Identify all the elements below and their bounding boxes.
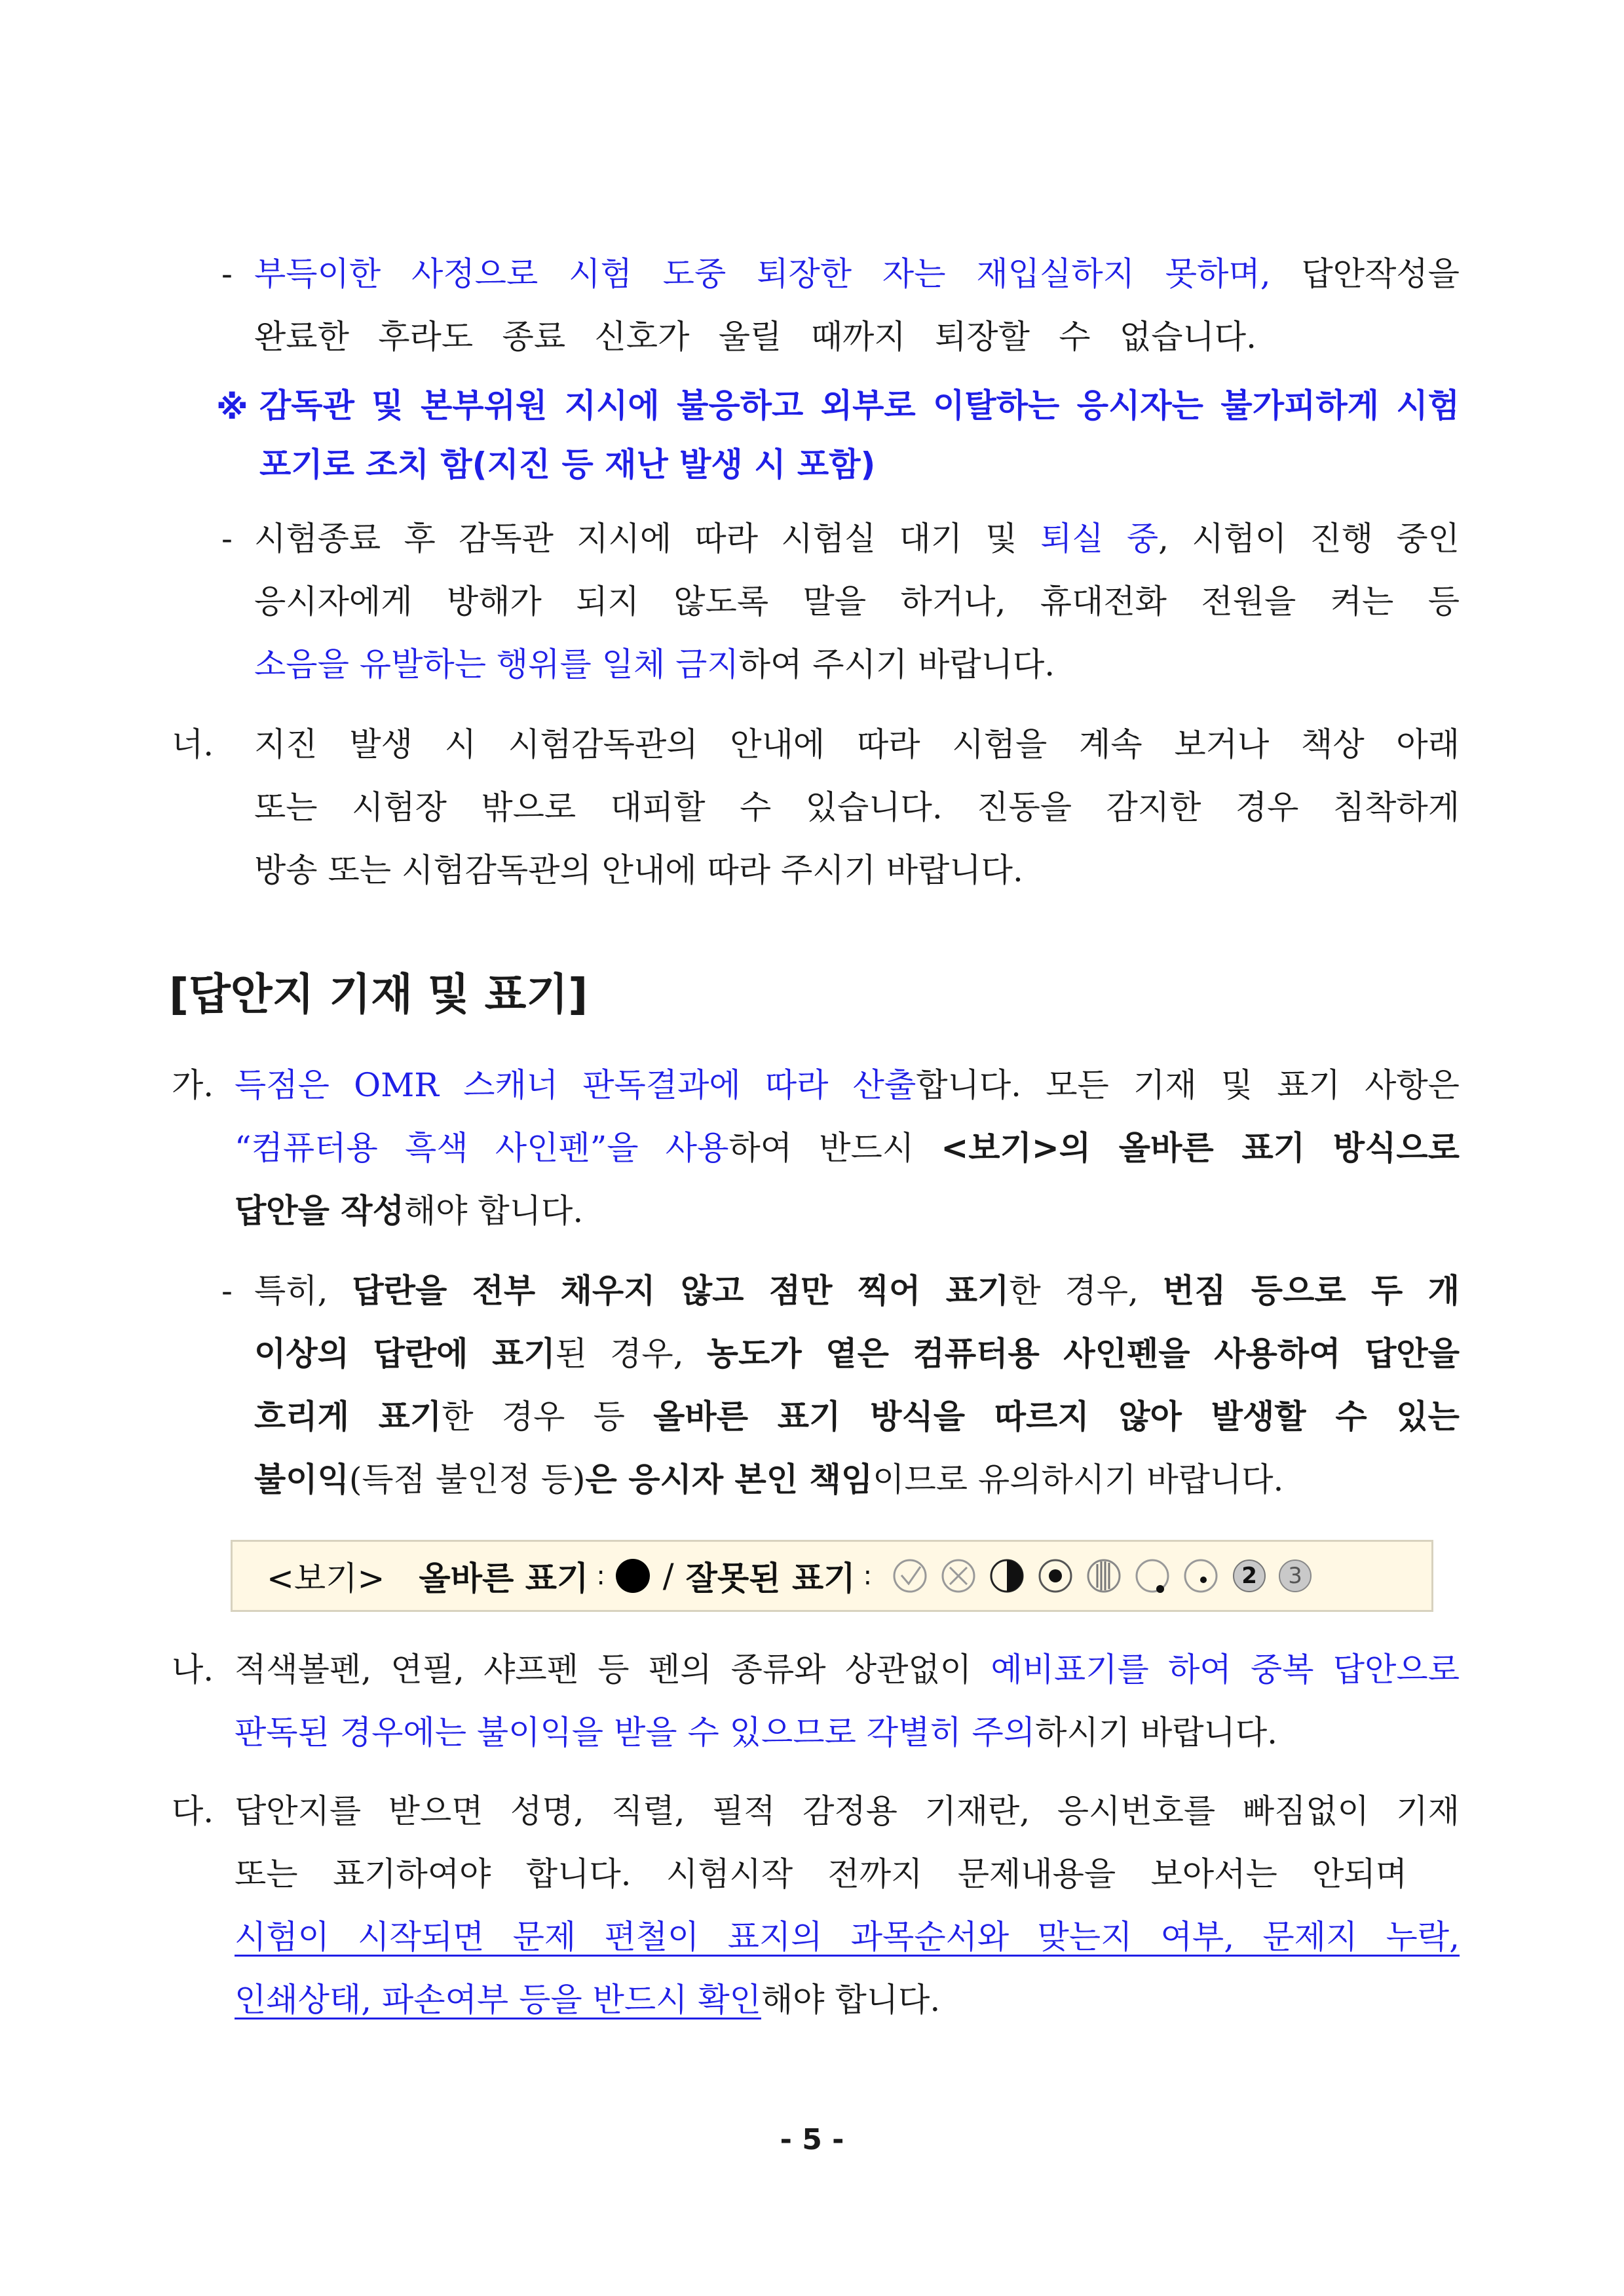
note-warning: 감독관 및 본부위원 지시에 불응하고 외부로 이탈하는 응시자는 불가피하게 시험 포기로 조치 함(지진 등 재난 발생 시 포함) — [259, 387, 1460, 484]
correct-mark-label: 올바른 표기 — [419, 1559, 589, 1598]
item-marker-neo: 너. — [172, 725, 214, 763]
number-three-circle-icon: 3 — [1277, 1558, 1313, 1594]
small-dot-circle-icon — [1182, 1558, 1219, 1594]
dash-marker: - — [221, 520, 233, 558]
correct-filled-circle-icon — [614, 1558, 651, 1594]
paragraph-after-exam: 시험종료 후 감독관 지시에 따라 시험실 대기 및 퇴실 중, 시험이 진행 중인 응시자에게 방해가 되지 않도록 말을 하거나, 휴대전화 전원을 켜는 등 소음을 유발하는 행위를 일체 금지하여 주시기 바랍니다. — [254, 520, 1460, 683]
striped-circle-icon — [1086, 1558, 1122, 1594]
check-mark-circle-icon — [892, 1558, 928, 1594]
x-mark-circle-icon — [940, 1558, 977, 1594]
item-marker-na: 나. — [172, 1651, 214, 1689]
paragraph-earthquake: 지진 발생 시 시험감독관의 안내에 따라 시험을 계속 보거나 책상 아래 또는 시험장 밖으로 대피할 수 있습니다. 진동을 감지한 경우 침착하게 방송 또는 시험감독관의 안내에 따라 주시기 바랍니다. — [254, 725, 1460, 889]
paragraph-pre-marking: 적색볼펜, 연필, 샤프펜 등 펜의 종류와 상관없이 예비표기를 하여 중복 답안으로 판독된 경우에는 불이익을 받을 수 있으므로 각별히 주의하시기 바랍니다. — [235, 1651, 1460, 1751]
item-marker-da: 다. — [172, 1792, 214, 1830]
wrong-mark-label: 잘못된 표기 — [685, 1559, 856, 1598]
number-two-circle-icon: 2 — [1231, 1558, 1268, 1594]
dot-center-circle-icon — [1037, 1558, 1074, 1594]
section-heading: [답안지 기재 및 표기] — [169, 969, 588, 1020]
example-label: <보기> — [267, 1559, 385, 1598]
note-marker: ※ — [216, 389, 248, 427]
paragraph-early-exit: 부득이한 사정으로 시험 도중 퇴장한 자는 재입실하지 못하며, 답안작성을 완료한 후라도 종료 신호가 울릴 때까지 퇴장할 수 없습니다. — [254, 255, 1460, 356]
paragraph-omr-scoring: 득점은 OMR 스캐너 판독결과에 따라 산출합니다. 모든 기재 및 표기 사항은 “컴퓨터용 흑색 사인펜”을 사용하여 반드시 <보기>의 올바른 표기 방식으로 답안을 작성해야 합니다. — [235, 1066, 1460, 1230]
item-marker-ga: 가. — [172, 1066, 214, 1104]
paragraph-answer-sheet-check: 답안지를 받으면 성명, 직렬, 필적 감정용 기재란, 응시번호를 빠짐없이 기재 또는 표기하여야 합니다. 시험시작 전까지 문제내용을 보아서는 안되며 시험이 시작되면 문제 편철이 표지의 과목순서와 맞는지 여부, 문제지 누락, 인쇄상태, 파손여부 등을 반드시 확인해야 합니다. — [235, 1792, 1460, 2019]
dash-marker: - — [221, 255, 233, 293]
paragraph-marking-warning: 특히, 답란을 전부 채우지 않고 점만 찍어 표기한 경우, 번짐 등으로 두 개 이상의 답란에 표기된 경우, 농도가 옅은 컴퓨터용 사인펜을 사용하여 답안을 흐리게 표기한 경우 등 올바른 표기 방식을 따르지 않아 발생할 수 있는 불이익(득점 불인정 등)은 응시자 본인 책임이므로 유의하시기 바랍니다. — [254, 1272, 1460, 1499]
half-filled-circle-icon — [989, 1558, 1025, 1594]
edge-dot-circle-icon — [1134, 1558, 1171, 1594]
page-number: - 5 - — [780, 2123, 844, 2156]
dash-marker: - — [221, 1272, 233, 1310]
marking-example-box: <보기> 올바른 표기 : / 잘못된 표기 : 2 3 — [231, 1540, 1433, 1612]
